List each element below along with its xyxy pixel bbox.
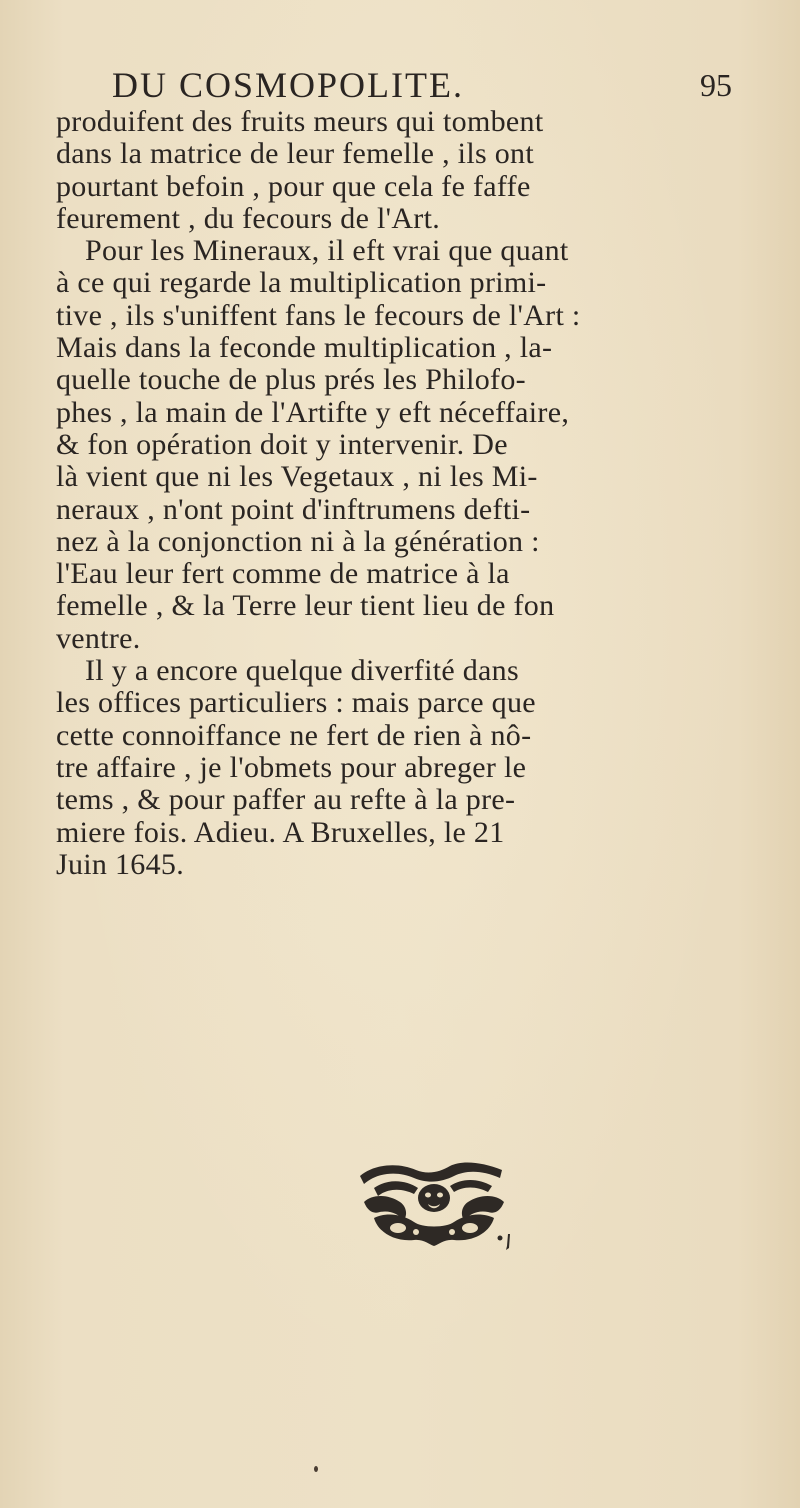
text-line: tems , & pour paffer au refte à la pre- — [56, 783, 516, 817]
text-line: nez à la conjonction ni à la génération : — [56, 524, 540, 558]
text-line: Il y a encore quelque diverfité dans — [85, 654, 519, 688]
text-line: tre affaire , je l'obmets pour abreger le — [56, 750, 527, 784]
text-line: tive , ils s'uniffent fans le fecours de l'Art : — [56, 298, 581, 332]
text-line: dans la matrice de leur femelle , ils ont — [56, 137, 534, 171]
text-line: Pour les Mineraux, il eft vrai que quant — [85, 234, 569, 268]
text-line: Mais dans la feconde multiplication , la- — [56, 331, 553, 365]
text-line: là vient que ni les Vegetaux , ni les Mi- — [56, 460, 538, 494]
text-line: à ce qui regarde la multiplication primi- — [56, 266, 547, 300]
text-line: Juin 1645. — [56, 847, 185, 881]
body-text — [56, 106, 746, 881]
text-line: miere fois. Adieu. A Bruxelles, le 21 — [56, 815, 505, 849]
text-line: feurement , du fecours de l'Art. — [56, 201, 441, 235]
running-title: DU COSMOPOLITE. — [112, 65, 465, 105]
text-line: phes , la main de l'Artifte y eft néceffaire, — [56, 395, 570, 429]
text-line: les offices particuliers : mais parce que — [56, 686, 536, 720]
page-number: 95 — [700, 67, 732, 103]
tailpiece-ornament-icon — [354, 1158, 514, 1254]
text-line: quelle touche de plus prés les Philofo- — [56, 363, 526, 397]
text-line: neraux , n'ont point d'inftrumens defti- — [56, 492, 531, 526]
text-line: cette connoiffance ne fert de rien à nô- — [56, 718, 532, 752]
ink-speck — [314, 1466, 318, 1472]
text-line: & fon opération doit y intervenir. De — [56, 427, 508, 461]
text-line: femelle , & la Terre leur tient lieu de fon — [56, 589, 555, 623]
page-header — [112, 62, 732, 108]
text-line: pourtant befoin , pour que cela fe faffe — [56, 169, 531, 203]
text-line: ventre. — [56, 621, 141, 655]
text-line: l'Eau leur fert comme de matrice à la — [56, 557, 510, 591]
text-line: produifent des fruits meurs qui tombent — [56, 105, 544, 138]
